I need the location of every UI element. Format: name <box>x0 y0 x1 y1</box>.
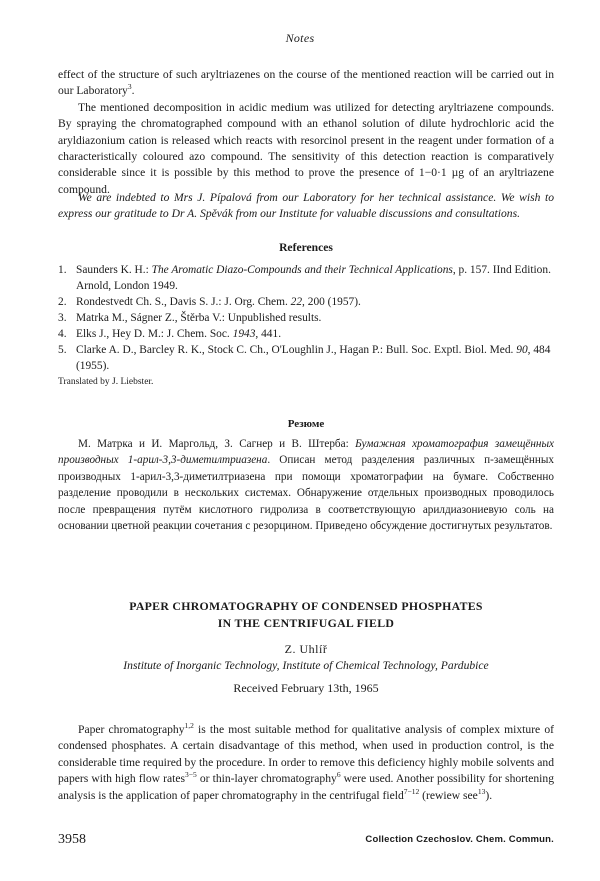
article-received-block <box>58 680 554 696</box>
resume-italic-title: Бумажная хроматография замещённых производных 1-арил-3,3-диметилтриазена <box>58 438 554 467</box>
reference-number: 2. <box>58 296 67 308</box>
resume-body <box>58 436 554 534</box>
article-received: Received February 13th, 1965 <box>233 681 379 695</box>
article-author-block <box>58 641 554 657</box>
reference-item: 4. Elks J., Hey D. M.: J. Chem. Soc. 1943, 441. <box>58 328 282 340</box>
reference-item: 2. Rondestvedt Ch. S., Davis S. J.: J. Org. Chem. 22, 200 (1957). <box>58 296 361 308</box>
article-affiliation: Institute of Inorganic Technology, Institute of Chemical Technology, Pardubice <box>123 659 489 672</box>
article-body <box>58 722 554 804</box>
resume-title: Резюме <box>287 418 325 430</box>
page-number: 3958 <box>58 832 86 847</box>
reference-item: 1. Saunders K. H.: The Aromatic Diazo-Compounds and their Technical Applications, p. 157. IInd Edition. Arnold, London 1949. <box>58 264 551 292</box>
paragraph-continued: effect of the structure of such aryltriazenes on the course of the mentioned reaction will be carried out in our Laboratory$^3$. <box>58 68 554 98</box>
translator-note: Translated by J. Liebster. <box>58 377 154 387</box>
acknowledgement: We are indebted to Mrs J. Pípalová from our Laboratory for her technical assistance. We wish to express our gratitude to Dr A. Spěvák from our Institute for valuable discussions and consultations. <box>58 191 554 221</box>
continued-text <box>58 67 554 198</box>
paragraph-detection: The mentioned decomposition in acidic medium was utilized for detecting aryltriazene compounds. By spraying the chromatographed compound with an ethanol solution of dilute hydrochloric acid the aryldiazonium cation is released which reacts with resorcinol present in the reagent under formation of a characteristically coloured azo compound. The sensitivity of this detection reaction is comparatively considerable since it is possible by this method to prove the presence of 1−0·1 µg of an aryltriazene compound. <box>58 100 554 196</box>
reference-item: 3. Matrka M., Ságner Z., Štěrba V.: Unpublished results. <box>58 312 322 324</box>
references-title: References <box>279 241 333 254</box>
reference-number: 1. <box>58 264 67 276</box>
page-footer <box>58 832 554 850</box>
reference-number: 4. <box>58 328 67 340</box>
reference-number: 5. <box>58 344 67 356</box>
article-affiliation-block <box>58 658 554 674</box>
resume-section <box>58 416 554 432</box>
references-section <box>58 240 554 256</box>
article-paragraph-1: Paper chromatography$^{1,2}$ is the most suitable method for qualitative analysis of complex mixture of condensed phosphates. A certain disadvantage of this method, when used in production control, is the considerable time required by the procedure. In order to remove this deficiency highly mobile solvents and papers with high flow rates$^{3-5}$ or thin-layer chromatography$^6$ were used. Another possibility for shortening analysis is the application of paper chromatography in the centrifugal field$^{7-12}$ (rewiew see$^{13}$). <box>58 721 554 802</box>
resume-authors: М. Матрка и И. Маргольд, З. Сагнер и В. Штерба: <box>78 438 356 450</box>
resume-text: . Описан метод разделения различных п-замещённых производных 1-арил-3,3-диметилтриазена при помощи хроматографии на бумаге. Собственно разделение проводили в нескольких системах. Обнаружение отдельных производных проводилось после превращения путём кислотного гидролиза в соответствующую арилдиазониевую соль на основании цветной реакции сочетания с резорцином. Приведено обсуждение достигнутых результатов. <box>58 454 554 533</box>
article-title-line1: PAPER CHROMATOGRAPHY OF CONDENSED PHOSPHATES <box>129 599 483 613</box>
article-title-line2: IN THE CENTRIFUGAL FIELD <box>217 616 395 630</box>
references-list <box>58 262 554 374</box>
journal-name: Collection Czechoslov. Chem. Commun. <box>365 834 554 845</box>
running-head: Notes <box>285 31 315 45</box>
reference-item: 5. Clarke A. D., Barcley R. K., Stock C. Ch., O'Loughlin J., Hagan P.: Bull. Soc. Exptl. Biol. Med. 90, 484 (1955). <box>58 344 551 372</box>
article-heading <box>58 598 554 632</box>
reference-number: 3. <box>58 312 67 324</box>
article-author: Z. Uhlíř <box>284 642 328 656</box>
